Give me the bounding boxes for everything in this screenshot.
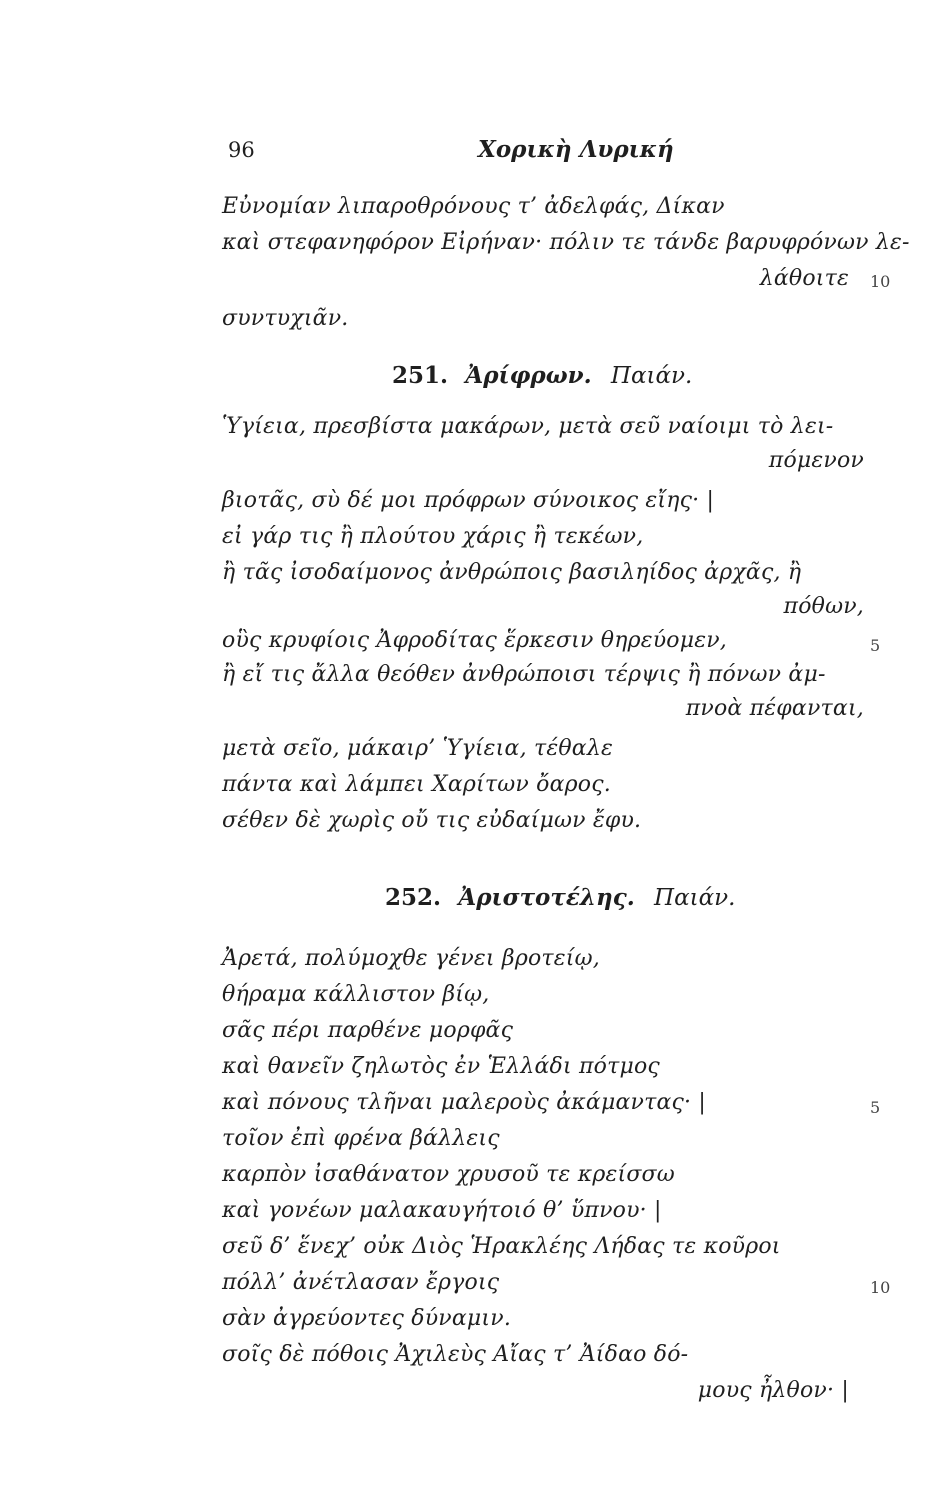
poem-genre: Παιάν. xyxy=(610,363,693,389)
poem-line: μους ἦλθον· | xyxy=(697,1378,849,1403)
poem-line: σὰν ἀγρεύοντες δύναμιν. xyxy=(222,1306,512,1331)
poem-author: Ἀριστοτέλης. xyxy=(458,884,635,911)
poem-line: σᾶς πέρι παρθένε μορφᾶς xyxy=(222,1018,514,1043)
poem-author: Ἀρίφρων. xyxy=(465,362,592,389)
intro-line: λάθοιτε xyxy=(759,266,849,291)
poem-line: εἰ γάρ τις ἢ πλούτου χάρις ἢ τεκέων, xyxy=(222,524,644,549)
poem-line: μετὰ σεῖο, μάκαιρ’ Ὑγίεια, τέθαλε xyxy=(222,736,613,761)
line-number: 5 xyxy=(870,1098,881,1117)
poem-line: πόμενον xyxy=(768,448,864,473)
poem-line: οὓς κρυφίοις Ἀφροδίτας ἕρκεσιν θηρεύομεν, xyxy=(222,628,728,653)
poem-line: Ὑγίεια, πρεσβίστα μακάρων, μετὰ σεῦ ναίοιμι τὸ λει- xyxy=(222,414,834,439)
poem-line: πόθων, xyxy=(783,594,864,619)
line-number: 10 xyxy=(870,1278,891,1297)
poem-line: καρπὸν ἰσαθάνατον χρυσοῦ τε κρείσσω xyxy=(222,1162,675,1187)
poem-line: καὶ γονέων μαλακαυγήτοιό θ’ ὕπνου· | xyxy=(222,1198,662,1223)
poem-line: πόλλ’ ἀνέτλασαν ἔργοις xyxy=(222,1270,500,1295)
poem-line: καὶ θανεῖν ζηλωτὸς ἐν Ἑλλάδι πότμος xyxy=(222,1054,660,1079)
page-number: 96 xyxy=(228,138,255,162)
poem-line: θήραμα κάλλιστον βίῳ, xyxy=(222,982,490,1007)
poem-line: ἢ τᾶς ἰσοδαίμονος ἀνθρώποις βασιληίδος ἀρχᾶς, ἢ xyxy=(222,560,802,585)
line-number: 5 xyxy=(870,636,881,655)
poem-line: σέθεν δὲ χωρὶς οὔ τις εὐδαίμων ἔφυ. xyxy=(222,808,642,833)
poem-heading xyxy=(385,884,735,911)
poem-number: 251. xyxy=(392,362,449,389)
intro-line: συντυχιᾶν. xyxy=(222,306,349,331)
intro-line: Εὐνομίαν λιπαροθρόνους τ’ ἀδελφάς, Δίκαν xyxy=(222,194,725,219)
poem-line: ἢ εἴ τις ἄλλα θεόθεν ἀνθρώποισι τέρψις ἢ πόνων ἀμ- xyxy=(222,662,826,687)
poem-line: καὶ πόνους τλῆναι μαλεροὺς ἀκάμαντας· | xyxy=(222,1090,707,1115)
poem-line: σεῦ δ’ ἕνεχ’ οὐκ Διὸς Ἡρακλέης Λήδας τε κοῦροι xyxy=(222,1234,781,1259)
intro-line: καὶ στεφανηφόρον Εἰρήναν· πόλιν τε τάνδε βαρυφρόνων λε- xyxy=(222,230,910,255)
poem-heading xyxy=(392,362,692,389)
poem-line: βιοτᾶς, σὺ δέ μοι πρόφρων σύνοικος εἴης· | xyxy=(222,488,715,513)
poem-number: 252. xyxy=(385,884,442,911)
poem-line: σοῖς δὲ πόθοις Ἀχιλεὺς Αἴας τ’ Ἀίδαο δό- xyxy=(222,1342,689,1367)
poem-line: τοῖον ἐπὶ φρένα βάλλεις xyxy=(222,1126,500,1151)
line-number: 10 xyxy=(870,272,891,291)
running-title: Χορικὴ Λυρική xyxy=(478,136,674,163)
poem-line: πάντα καὶ λάμπει Χαρίτων ὄαρος. xyxy=(222,772,611,797)
poem-line: πνοὰ πέφανται, xyxy=(685,696,864,721)
poem-genre: Παιάν. xyxy=(654,885,736,911)
poem-line: Ἀρετά, πολύμοχθε γένει βροτείῳ, xyxy=(222,946,600,971)
